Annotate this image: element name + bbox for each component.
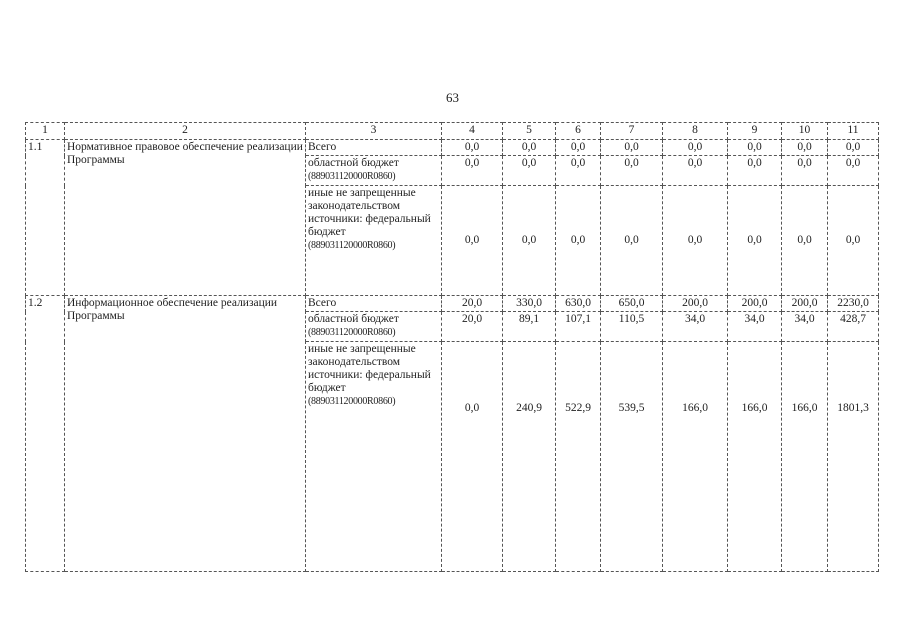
- value-cell: 110,5: [601, 312, 663, 342]
- value-cell: 0,0: [728, 140, 782, 156]
- value-cell: 0,0: [828, 156, 879, 186]
- source-cell: [306, 342, 442, 572]
- source-label: областной бюджет: [308, 313, 399, 325]
- header-cell: 6: [556, 123, 601, 140]
- table-row: [26, 296, 879, 312]
- value-cell: 522,9: [556, 342, 601, 572]
- value-cell: 166,0: [728, 342, 782, 572]
- value-cell: 166,0: [663, 342, 728, 572]
- source-cell: [306, 312, 442, 342]
- header-cell: 10: [782, 123, 828, 140]
- header-row: [26, 123, 879, 140]
- value-cell: 2230,0: [828, 296, 879, 312]
- value-cell: 0,0: [782, 156, 828, 186]
- header-cell: 7: [601, 123, 663, 140]
- source-label: Всего: [306, 296, 442, 312]
- table-row: [26, 140, 879, 156]
- row-name: Информационное обеспечение реализации Программы: [65, 296, 306, 572]
- value-cell: 89,1: [503, 312, 556, 342]
- value-cell: 0,0: [556, 186, 601, 296]
- value-cell: 0,0: [442, 342, 503, 572]
- row-number: 1.2: [26, 296, 65, 572]
- value-cell: 0,0: [601, 186, 663, 296]
- value-cell: 0,0: [663, 156, 728, 186]
- value-cell: 200,0: [663, 296, 728, 312]
- value-cell: 0,0: [663, 186, 728, 296]
- value-cell: 1801,3: [828, 342, 879, 572]
- value-cell: 34,0: [782, 312, 828, 342]
- header-cell: 3: [306, 123, 442, 140]
- budget-table: [25, 122, 879, 572]
- source-label: иные не запрещенные законодательством источники: федеральный бюджет: [308, 343, 431, 394]
- value-cell: 0,0: [556, 140, 601, 156]
- source-cell: [306, 186, 442, 296]
- budget-code: (889031120000R0860): [308, 171, 396, 182]
- value-cell: 0,0: [663, 140, 728, 156]
- value-cell: 0,0: [828, 186, 879, 296]
- value-cell: 0,0: [828, 140, 879, 156]
- value-cell: 0,0: [782, 186, 828, 296]
- value-cell: 0,0: [442, 186, 503, 296]
- budget-code: (889031120000R0860): [308, 240, 396, 251]
- budget-code: (889031120000R0860): [308, 396, 396, 407]
- value-cell: 330,0: [503, 296, 556, 312]
- value-cell: 34,0: [663, 312, 728, 342]
- value-cell: 200,0: [782, 296, 828, 312]
- header-cell: 9: [728, 123, 782, 140]
- value-cell: 34,0: [728, 312, 782, 342]
- value-cell: 0,0: [503, 156, 556, 186]
- value-cell: 0,0: [442, 140, 503, 156]
- header-cell: 2: [65, 123, 306, 140]
- header-cell: 4: [442, 123, 503, 140]
- value-cell: 20,0: [442, 296, 503, 312]
- value-cell: 0,0: [442, 156, 503, 186]
- value-cell: 0,0: [728, 186, 782, 296]
- value-cell: 0,0: [728, 156, 782, 186]
- value-cell: 0,0: [556, 156, 601, 186]
- header-cell: 5: [503, 123, 556, 140]
- value-cell: 20,0: [442, 312, 503, 342]
- value-cell: 0,0: [601, 156, 663, 186]
- value-cell: 107,1: [556, 312, 601, 342]
- row-number: 1.1: [26, 140, 65, 296]
- value-cell: 630,0: [556, 296, 601, 312]
- header-cell: 1: [26, 123, 65, 140]
- source-label: Всего: [306, 140, 442, 156]
- value-cell: 240,9: [503, 342, 556, 572]
- source-label: областной бюджет: [308, 157, 399, 169]
- row-name: Нормативное правовое обеспечение реализации Программы: [65, 140, 306, 296]
- header-cell: 8: [663, 123, 728, 140]
- value-cell: 0,0: [601, 140, 663, 156]
- source-cell: [306, 156, 442, 186]
- page-number: 63: [446, 90, 459, 105]
- value-cell: 428,7: [828, 312, 879, 342]
- value-cell: 0,0: [782, 140, 828, 156]
- budget-code: (889031120000R0860): [308, 327, 396, 338]
- value-cell: 0,0: [503, 186, 556, 296]
- value-cell: 650,0: [601, 296, 663, 312]
- header-cell: 11: [828, 123, 879, 140]
- source-label: иные не запрещенные законодательством источники: федеральный бюджет: [308, 187, 431, 238]
- value-cell: 0,0: [503, 140, 556, 156]
- value-cell: 200,0: [728, 296, 782, 312]
- value-cell: 166,0: [782, 342, 828, 572]
- value-cell: 539,5: [601, 342, 663, 572]
